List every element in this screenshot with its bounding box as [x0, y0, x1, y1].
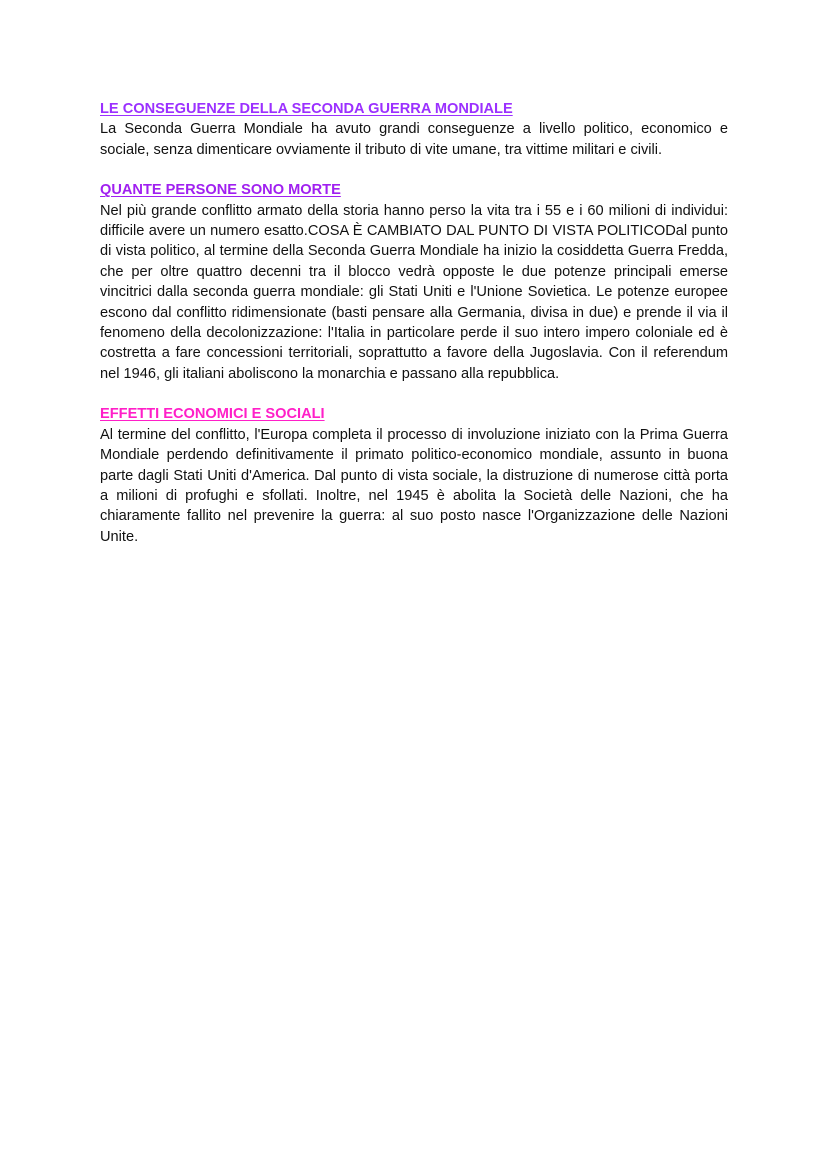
section-heading: EFFETTI ECONOMICI E SOCIALI: [100, 406, 325, 423]
section-paragraph: Al termine del conflitto, l'Europa completa il processo di involuzione iniziato con la Prima Guerra Mondiale perdendo definitivamente il primato politico-economico mondiale, assunto in buona parte dagli Stati Uniti d'America. Dal punto di vista sociale, la distruzione di numerose città porta a milioni di profughi e sfollati. Inoltre, nel 1945 è abolita la Società delle Nazioni, che ha chiaramente fallito nel prevenire la guerra: al suo posto nasce l'Organizzazione delle Nazioni Unite.: [100, 426, 728, 545]
section-heading: QUANTE PERSONE SONO MORTE: [100, 182, 341, 199]
document-page: [100, 99, 728, 567]
section-persone-morte: [100, 180, 728, 384]
section-heading: LE CONSEGUENZE DELLA SECONDA GUERRA MONDIALE: [100, 101, 513, 117]
section-effetti-economici: [100, 404, 728, 547]
section-conseguenze: [100, 99, 728, 160]
section-paragraph: Nel più grande conflitto armato della storia hanno perso la vita tra i 55 e i 60 milioni di individui: difficile avere un numero esatto.COSA È CAMBIATO DAL PUNTO DI VISTA POLITICODal punto di vista politico, al termine della Seconda Guerra Mondiale ha inizio la cosiddetta Guerra Fredda, che per oltre quattro decenni tra il blocco vedrà opposte le due potenze principali emerse vincitrici dalla seconda guerra mondiale: gli Stati Uniti e l'Unione Sovietica. Le potenze europee escono dal conflitto ridimensionate (basti pensare alla Germania, divisa in due) e prende il via il fenomeno della decolonizzazione: l'Italia in particolare perde il suo intero impero coloniale ed è costretta a fare concessioni territoriali, soprattutto a favore della Jugoslavia. Con il referendum nel 1946, gli italiani aboliscono la monarchia e passano alla repubblica.: [100, 202, 728, 382]
section-paragraph: La Seconda Guerra Mondiale ha avuto grandi conseguenze a livello politico, economico e sociale, senza dimenticare ovviamente il tributo di vite umane, tra vittime militari e civili.: [100, 121, 728, 158]
